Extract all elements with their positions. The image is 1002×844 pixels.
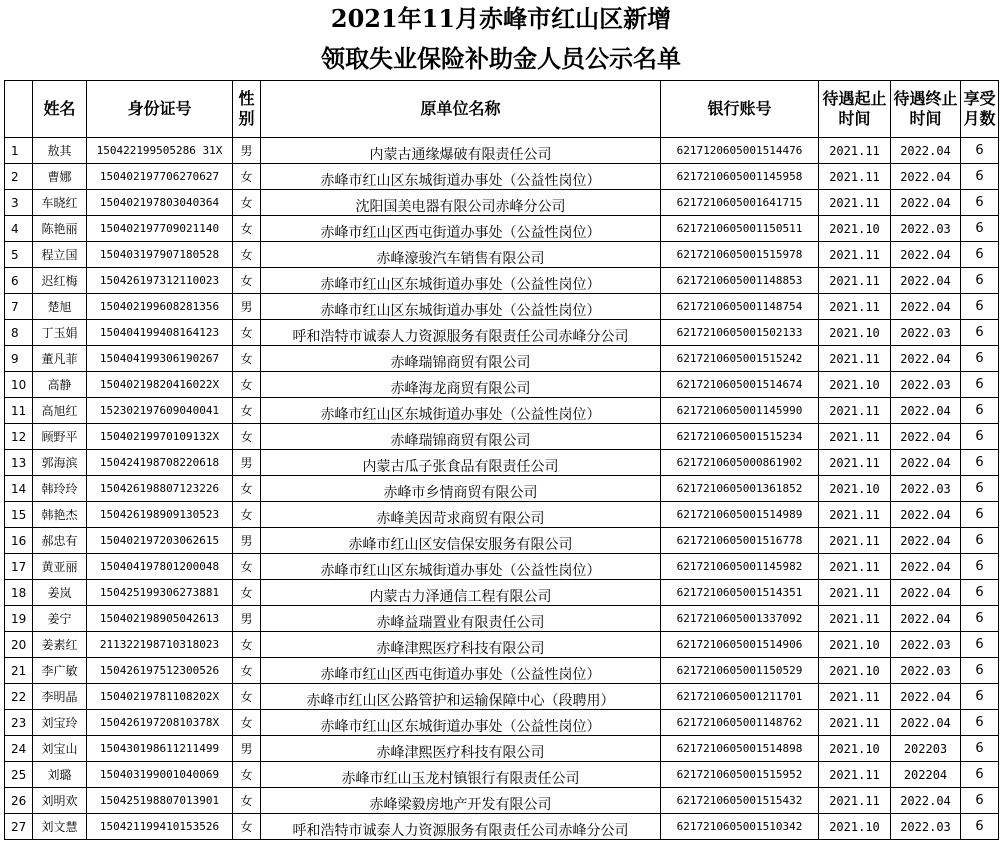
table-row <box>5 138 999 164</box>
start-date-cell: 2021.11 <box>819 502 891 528</box>
end-date-cell: 2022.04 <box>891 138 961 164</box>
months-cell: 6 <box>961 268 999 294</box>
months-cell: 6 <box>961 632 999 658</box>
id-number-cell: 152302197609040041 <box>87 398 233 424</box>
bank-account-cell: 6217210605001514989 <box>661 502 819 528</box>
gender-cell: 女 <box>233 580 261 606</box>
table-row <box>5 554 999 580</box>
months-cell: 6 <box>961 814 999 840</box>
gender-cell: 男 <box>233 138 261 164</box>
employer-cell: 内蒙古通缘爆破有限责任公司 <box>261 138 661 164</box>
months-cell: 6 <box>961 788 999 814</box>
end-date-cell: 2022.03 <box>891 372 961 398</box>
table-row <box>5 788 999 814</box>
bank-account-cell: 6217210605001514351 <box>661 580 819 606</box>
name-cell: 高旭红 <box>33 398 87 424</box>
table-row <box>5 528 999 554</box>
gender-cell: 女 <box>233 762 261 788</box>
gender-cell: 女 <box>233 164 261 190</box>
row-index-cell: 23 <box>5 710 33 736</box>
months-cell: 6 <box>961 502 999 528</box>
start-date-cell: 2021.10 <box>819 632 891 658</box>
months-cell: 6 <box>961 294 999 320</box>
end-date-cell: 2022.04 <box>891 788 961 814</box>
id-number-cell: 150426197312110023 <box>87 268 233 294</box>
end-date-cell: 2022.03 <box>891 476 961 502</box>
row-index-cell: 2 <box>5 164 33 190</box>
id-number-cell: 150402197803040364 <box>87 190 233 216</box>
id-number-cell: 150403197907180528 <box>87 242 233 268</box>
row-index-cell: 18 <box>5 580 33 606</box>
header-bank: 银行账号 <box>661 81 819 138</box>
id-number-cell: 150425199306273881 <box>87 580 233 606</box>
end-date-cell: 2022.03 <box>891 320 961 346</box>
months-cell: 6 <box>961 580 999 606</box>
employer-cell: 赤峰瑞锦商贸有限公司 <box>261 346 661 372</box>
name-cell: 高静 <box>33 372 87 398</box>
name-cell: 黄亚丽 <box>33 554 87 580</box>
months-cell: 6 <box>961 528 999 554</box>
name-cell: 程立国 <box>33 242 87 268</box>
gender-cell: 女 <box>233 398 261 424</box>
id-number-cell: 15040219970109132X <box>87 424 233 450</box>
employer-cell: 赤峰津熙医疗科技有限公司 <box>261 736 661 762</box>
row-index-cell: 12 <box>5 424 33 450</box>
start-date-cell: 2021.11 <box>819 528 891 554</box>
name-cell: 李明晶 <box>33 684 87 710</box>
gender-cell: 男 <box>233 294 261 320</box>
gender-cell: 女 <box>233 684 261 710</box>
row-index-cell: 19 <box>5 606 33 632</box>
start-date-cell: 2021.11 <box>819 606 891 632</box>
employer-cell: 赤峰益瑞置业有限责任公司 <box>261 606 661 632</box>
gender-cell: 男 <box>233 450 261 476</box>
employer-cell: 赤峰市红山区东城街道办事处（公益性岗位） <box>261 554 661 580</box>
id-number-cell: 150421199410153526 <box>87 814 233 840</box>
row-index-cell: 14 <box>5 476 33 502</box>
bank-account-cell: 6217210605001515978 <box>661 242 819 268</box>
gender-cell: 男 <box>233 528 261 554</box>
id-number-cell: 150426197512300526 <box>87 658 233 684</box>
id-number-cell: 150422199505286 31X <box>87 138 233 164</box>
bank-account-cell: 6217210605001337092 <box>661 606 819 632</box>
table-row <box>5 346 999 372</box>
row-index-cell: 15 <box>5 502 33 528</box>
gender-cell: 女 <box>233 190 261 216</box>
table-row <box>5 216 999 242</box>
table-row <box>5 580 999 606</box>
employer-cell: 赤峰濠骏汽车销售有限公司 <box>261 242 661 268</box>
gender-cell: 女 <box>233 710 261 736</box>
months-cell: 6 <box>961 242 999 268</box>
end-date-cell: 2022.04 <box>891 502 961 528</box>
start-date-cell: 2021.11 <box>819 346 891 372</box>
name-cell: 丁玉娟 <box>33 320 87 346</box>
employer-cell: 内蒙古瓜子张食品有限责任公司 <box>261 450 661 476</box>
end-date-cell: 2022.03 <box>891 658 961 684</box>
employer-cell: 赤峰市红山区东城街道办事处（公益性岗位） <box>261 268 661 294</box>
employer-cell: 赤峰梁毅房地产开发有限公司 <box>261 788 661 814</box>
end-date-cell: 202203 <box>891 736 961 762</box>
gender-cell: 女 <box>233 632 261 658</box>
name-cell: 刘宝山 <box>33 736 87 762</box>
start-date-cell: 2021.11 <box>819 580 891 606</box>
table-row <box>5 736 999 762</box>
table-row <box>5 814 999 840</box>
employer-cell: 赤峰市红山区安信保安服务有限公司 <box>261 528 661 554</box>
end-date-cell: 2022.04 <box>891 398 961 424</box>
start-date-cell: 2021.11 <box>819 164 891 190</box>
id-number-cell: 150404199408164123 <box>87 320 233 346</box>
months-cell: 6 <box>961 216 999 242</box>
end-date-cell: 202204 <box>891 762 961 788</box>
employer-cell: 赤峰海龙商贸有限公司 <box>261 372 661 398</box>
bank-account-cell: 6217210605001148754 <box>661 294 819 320</box>
row-index-cell: 27 <box>5 814 33 840</box>
bank-account-cell: 6217210605001211701 <box>661 684 819 710</box>
bank-account-cell: 6217210605001145982 <box>661 554 819 580</box>
employer-cell: 赤峰市红山区东城街道办事处（公益性岗位） <box>261 294 661 320</box>
row-index-cell: 26 <box>5 788 33 814</box>
gender-cell: 女 <box>233 346 261 372</box>
id-number-cell: 150426198909130523 <box>87 502 233 528</box>
row-index-cell: 8 <box>5 320 33 346</box>
page-subtitle: 领取失业保险补助金人员公示名单 <box>321 44 681 73</box>
start-date-cell: 2021.11 <box>819 788 891 814</box>
table-row <box>5 476 999 502</box>
months-cell: 6 <box>961 710 999 736</box>
start-date-cell: 2021.11 <box>819 294 891 320</box>
id-number-cell: 150430198611211499 <box>87 736 233 762</box>
row-index-cell: 5 <box>5 242 33 268</box>
row-index-cell: 21 <box>5 658 33 684</box>
months-cell: 6 <box>961 346 999 372</box>
table-row <box>5 710 999 736</box>
bank-account-cell: 6217210605001510342 <box>661 814 819 840</box>
header-id: 身份证号 <box>87 81 233 138</box>
bank-account-cell: 6217210605001145990 <box>661 398 819 424</box>
gender-cell: 女 <box>233 372 261 398</box>
end-date-cell: 2022.04 <box>891 346 961 372</box>
start-date-cell: 2021.11 <box>819 190 891 216</box>
row-index-cell: 25 <box>5 762 33 788</box>
end-date-cell: 2022.03 <box>891 216 961 242</box>
months-cell: 6 <box>961 658 999 684</box>
employer-cell: 赤峰市红山玉龙村镇银行有限责任公司 <box>261 762 661 788</box>
bank-account-cell: 6217210605001145958 <box>661 164 819 190</box>
id-number-cell: 150424198708220618 <box>87 450 233 476</box>
bank-account-cell: 6217210605001515242 <box>661 346 819 372</box>
employer-cell: 赤峰市乡情商贸有限公司 <box>261 476 661 502</box>
months-cell: 6 <box>961 684 999 710</box>
header-months: 享受月数 <box>961 81 999 138</box>
id-number-cell: 150404199306190267 <box>87 346 233 372</box>
header-unit: 原单位名称 <box>261 81 661 138</box>
months-cell: 6 <box>961 164 999 190</box>
start-date-cell: 2021.10 <box>819 320 891 346</box>
table-row <box>5 606 999 632</box>
row-index-cell: 13 <box>5 450 33 476</box>
name-cell: 刘璐 <box>33 762 87 788</box>
gender-cell: 女 <box>233 216 261 242</box>
start-date-cell: 2021.11 <box>819 762 891 788</box>
name-cell: 姜素红 <box>33 632 87 658</box>
gender-cell: 女 <box>233 424 261 450</box>
name-cell: 李广敏 <box>33 658 87 684</box>
employer-cell: 赤峰美因苛求商贸有限公司 <box>261 502 661 528</box>
row-index-cell: 17 <box>5 554 33 580</box>
start-date-cell: 2021.10 <box>819 814 891 840</box>
id-number-cell: 15040219820416022X <box>87 372 233 398</box>
name-cell: 刘文慧 <box>33 814 87 840</box>
bank-account-cell: 6217210605001641715 <box>661 190 819 216</box>
table-row <box>5 450 999 476</box>
beneficiary-table <box>4 80 999 840</box>
row-index-cell: 7 <box>5 294 33 320</box>
months-cell: 6 <box>961 320 999 346</box>
bank-account-cell: 6217210605001515234 <box>661 424 819 450</box>
employer-cell: 呼和浩特市诚泰人力资源服务有限责任公司赤峰分公司 <box>261 320 661 346</box>
end-date-cell: 2022.04 <box>891 606 961 632</box>
name-cell: 迟红梅 <box>33 268 87 294</box>
bank-account-cell: 6217210605001361852 <box>661 476 819 502</box>
name-cell: 车晓红 <box>33 190 87 216</box>
months-cell: 6 <box>961 398 999 424</box>
table-row <box>5 190 999 216</box>
end-date-cell: 2022.04 <box>891 242 961 268</box>
end-date-cell: 2022.04 <box>891 528 961 554</box>
header-end: 待遇终止时间 <box>891 81 961 138</box>
table-row <box>5 320 999 346</box>
bank-account-cell: 6217120605001514476 <box>661 138 819 164</box>
employer-cell: 赤峰瑞锦商贸有限公司 <box>261 424 661 450</box>
employer-cell: 沈阳国美电器有限公司赤峰分公司 <box>261 190 661 216</box>
start-date-cell: 2021.11 <box>819 242 891 268</box>
gender-cell: 女 <box>233 502 261 528</box>
employer-cell: 赤峰市红山区东城街道办事处（公益性岗位） <box>261 164 661 190</box>
row-index-cell: 24 <box>5 736 33 762</box>
end-date-cell: 2022.04 <box>891 268 961 294</box>
start-date-cell: 2021.11 <box>819 268 891 294</box>
id-number-cell: 150403199001040069 <box>87 762 233 788</box>
gender-cell: 男 <box>233 606 261 632</box>
employer-cell: 赤峰市红山区公路管护和运输保障中心（段聘用） <box>261 684 661 710</box>
table-row <box>5 684 999 710</box>
id-number-cell: 211322198710318023 <box>87 632 233 658</box>
bank-account-cell: 6217210605001514898 <box>661 736 819 762</box>
name-cell: 刘宝玲 <box>33 710 87 736</box>
id-number-cell: 150402199608281356 <box>87 294 233 320</box>
table-row <box>5 372 999 398</box>
table-row <box>5 398 999 424</box>
employer-cell: 赤峰市红山区西屯街道办事处（公益性岗位） <box>261 216 661 242</box>
gender-cell: 女 <box>233 242 261 268</box>
name-cell: 韩艳杰 <box>33 502 87 528</box>
table-row <box>5 294 999 320</box>
bank-account-cell: 6217210605001516778 <box>661 528 819 554</box>
bank-account-cell: 6217210605001150511 <box>661 216 819 242</box>
name-cell: 韩玲玲 <box>33 476 87 502</box>
header-start: 待遇起止时间 <box>819 81 891 138</box>
start-date-cell: 2021.11 <box>819 554 891 580</box>
row-index-cell: 11 <box>5 398 33 424</box>
table-row <box>5 164 999 190</box>
months-cell: 6 <box>961 736 999 762</box>
employer-cell: 呼和浩特市诚泰人力资源服务有限责任公司赤峰分公司 <box>261 814 661 840</box>
end-date-cell: 2022.04 <box>891 164 961 190</box>
header-index <box>5 81 33 138</box>
table-row <box>5 424 999 450</box>
gender-cell: 女 <box>233 554 261 580</box>
name-cell: 郭海滨 <box>33 450 87 476</box>
gender-cell: 女 <box>233 658 261 684</box>
start-date-cell: 2021.10 <box>819 476 891 502</box>
employer-cell: 赤峰市红山区东城街道办事处（公益性岗位） <box>261 710 661 736</box>
id-number-cell: 150426198807123226 <box>87 476 233 502</box>
name-cell: 郝忠有 <box>33 528 87 554</box>
name-cell: 刘明欢 <box>33 788 87 814</box>
employer-cell: 赤峰市红山区西屯街道办事处（公益性岗位） <box>261 658 661 684</box>
id-number-cell: 15042619720810378X <box>87 710 233 736</box>
months-cell: 6 <box>961 190 999 216</box>
end-date-cell: 2022.04 <box>891 450 961 476</box>
page-title: 2021年11月赤峰市红山区新增 <box>330 4 672 33</box>
id-number-cell: 150425198807013901 <box>87 788 233 814</box>
end-date-cell: 2022.04 <box>891 684 961 710</box>
bank-account-cell: 6217210605001514674 <box>661 372 819 398</box>
months-cell: 6 <box>961 762 999 788</box>
end-date-cell: 2022.04 <box>891 554 961 580</box>
gender-cell: 男 <box>233 736 261 762</box>
name-cell: 陈艳丽 <box>33 216 87 242</box>
table-row <box>5 658 999 684</box>
start-date-cell: 2021.10 <box>819 736 891 762</box>
table-row <box>5 242 999 268</box>
id-number-cell: 150402197706270627 <box>87 164 233 190</box>
table-row <box>5 268 999 294</box>
gender-cell: 女 <box>233 814 261 840</box>
gender-cell: 女 <box>233 788 261 814</box>
start-date-cell: 2021.11 <box>819 398 891 424</box>
end-date-cell: 2022.04 <box>891 580 961 606</box>
name-cell: 姜宁 <box>33 606 87 632</box>
id-number-cell: 15040219781108202X <box>87 684 233 710</box>
name-cell: 敖其 <box>33 138 87 164</box>
gender-cell: 女 <box>233 476 261 502</box>
months-cell: 6 <box>961 606 999 632</box>
row-index-cell: 16 <box>5 528 33 554</box>
bank-account-cell: 6217210605001515432 <box>661 788 819 814</box>
table-header-row <box>5 81 999 138</box>
id-number-cell: 150402197203062615 <box>87 528 233 554</box>
row-index-cell: 3 <box>5 190 33 216</box>
end-date-cell: 2022.04 <box>891 424 961 450</box>
row-index-cell: 10 <box>5 372 33 398</box>
months-cell: 6 <box>961 138 999 164</box>
bank-account-cell: 6217210605001514906 <box>661 632 819 658</box>
gender-cell: 女 <box>233 268 261 294</box>
name-cell: 董凡菲 <box>33 346 87 372</box>
start-date-cell: 2021.11 <box>819 138 891 164</box>
bank-account-cell: 6217210605001150529 <box>661 658 819 684</box>
name-cell: 楚旭 <box>33 294 87 320</box>
start-date-cell: 2021.11 <box>819 684 891 710</box>
start-date-cell: 2021.11 <box>819 424 891 450</box>
months-cell: 6 <box>961 372 999 398</box>
start-date-cell: 2021.10 <box>819 658 891 684</box>
name-cell: 姜岚 <box>33 580 87 606</box>
id-number-cell: 150402198905042613 <box>87 606 233 632</box>
id-number-cell: 150402197709021140 <box>87 216 233 242</box>
bank-account-cell: 6217210605000861902 <box>661 450 819 476</box>
months-cell: 6 <box>961 424 999 450</box>
end-date-cell: 2022.03 <box>891 814 961 840</box>
start-date-cell: 2021.10 <box>819 372 891 398</box>
row-index-cell: 22 <box>5 684 33 710</box>
start-date-cell: 2021.11 <box>819 710 891 736</box>
row-index-cell: 4 <box>5 216 33 242</box>
table-row <box>5 632 999 658</box>
row-index-cell: 6 <box>5 268 33 294</box>
end-date-cell: 2022.03 <box>891 632 961 658</box>
months-cell: 6 <box>961 450 999 476</box>
table-row <box>5 502 999 528</box>
bank-account-cell: 6217210605001515952 <box>661 762 819 788</box>
end-date-cell: 2022.04 <box>891 190 961 216</box>
months-cell: 6 <box>961 554 999 580</box>
row-index-cell: 1 <box>5 138 33 164</box>
start-date-cell: 2021.10 <box>819 216 891 242</box>
row-index-cell: 20 <box>5 632 33 658</box>
start-date-cell: 2021.11 <box>819 450 891 476</box>
gender-cell: 女 <box>233 320 261 346</box>
id-number-cell: 150404197801200048 <box>87 554 233 580</box>
header-gender: 性别 <box>233 81 261 138</box>
employer-cell: 内蒙古力泽通信工程有限公司 <box>261 580 661 606</box>
table-row <box>5 762 999 788</box>
bank-account-cell: 6217210605001148762 <box>661 710 819 736</box>
name-cell: 曹娜 <box>33 164 87 190</box>
end-date-cell: 2022.04 <box>891 710 961 736</box>
row-index-cell: 9 <box>5 346 33 372</box>
name-cell: 顾野平 <box>33 424 87 450</box>
header-name: 姓名 <box>33 81 87 138</box>
bank-account-cell: 6217210605001502133 <box>661 320 819 346</box>
employer-cell: 赤峰津熙医疗科技有限公司 <box>261 632 661 658</box>
employer-cell: 赤峰市红山区东城街道办事处（公益性岗位） <box>261 398 661 424</box>
bank-account-cell: 6217210605001148853 <box>661 268 819 294</box>
end-date-cell: 2022.04 <box>891 294 961 320</box>
months-cell: 6 <box>961 476 999 502</box>
